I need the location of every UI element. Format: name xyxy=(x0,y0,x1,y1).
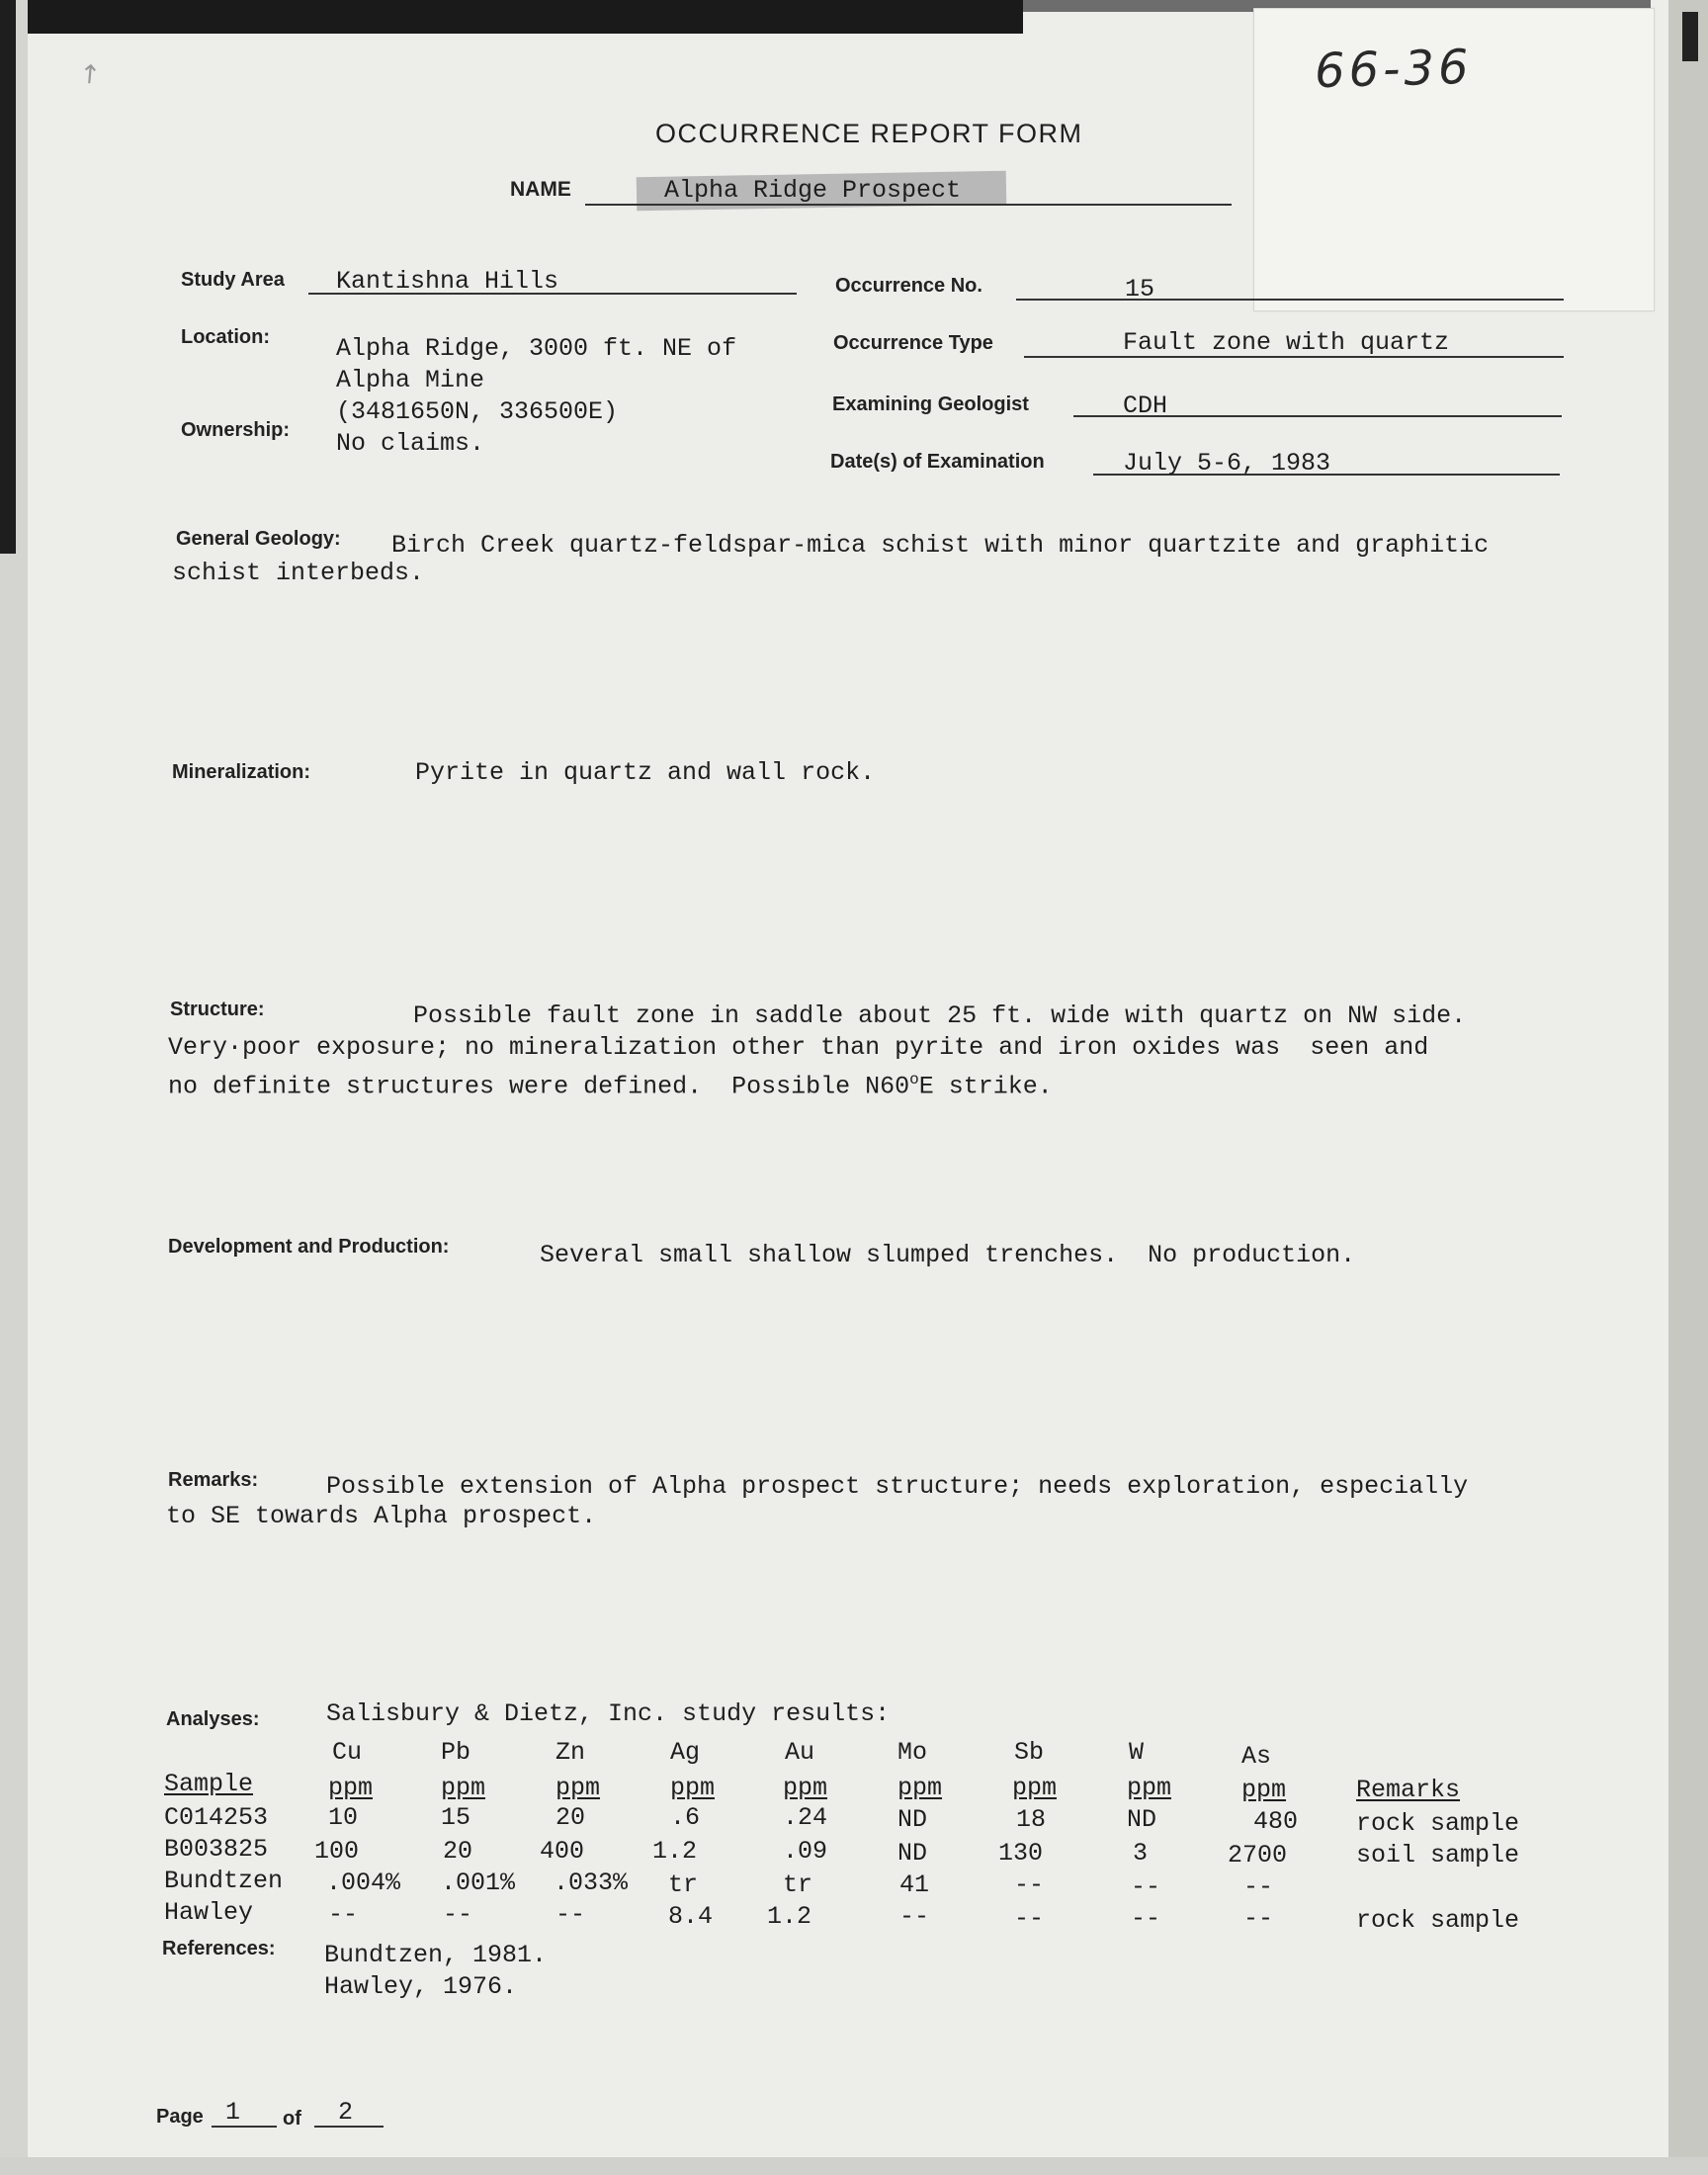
scan-edge-bottom xyxy=(0,2157,1708,2175)
location-label: Location: xyxy=(181,326,270,348)
row-2-mo: ND xyxy=(897,1839,928,1868)
element-header-au: Au xyxy=(785,1738,815,1767)
row-3-w: -- xyxy=(1131,1872,1161,1901)
references-label: References: xyxy=(162,1938,276,1959)
scan-edge-left-dark xyxy=(0,0,16,554)
element-header-w: W xyxy=(1129,1738,1145,1767)
row-3-cu: .004% xyxy=(326,1869,401,1897)
row-2-w: 3 xyxy=(1133,1839,1149,1868)
row-2-remark: soil sample xyxy=(1356,1841,1520,1870)
row-1-as: 480 xyxy=(1253,1807,1299,1836)
row-1-ag: .6 xyxy=(670,1803,701,1832)
structure-line-3b: E strike. xyxy=(918,1072,1053,1101)
row-3-as: -- xyxy=(1243,1872,1274,1901)
ownership-label: Ownership: xyxy=(181,419,291,441)
general-geology-line-2: schist interbeds. xyxy=(172,559,425,587)
row-3-zn: .033% xyxy=(554,1869,629,1897)
row-4-pb: -- xyxy=(443,1900,473,1929)
structure-line-1: Possible fault zone in saddle about 25 ft. wide with quartz on NW side. xyxy=(413,1001,1467,1030)
handwritten-reference: 66-36 xyxy=(1314,39,1474,100)
row-4-zn: -- xyxy=(555,1900,586,1929)
location-line-1: Alpha Ridge, 3000 ft. NE of xyxy=(336,334,737,363)
remarks-line-1: Possible extension of Alpha prospect structure; needs exploration, especially xyxy=(326,1472,1469,1501)
general-geology-label: General Geology: xyxy=(176,528,341,550)
unit-sb: ppm xyxy=(1012,1774,1058,1802)
occurrence-no-label: Occurrence No. xyxy=(835,275,982,297)
occurrence-no-underline xyxy=(1016,299,1564,301)
row-4-w: -- xyxy=(1131,1904,1161,1933)
development-label: Development and Production: xyxy=(168,1236,450,1258)
row-1-au: .24 xyxy=(783,1803,828,1832)
structure-line-3a: no definite structures were defined. Possible N60 xyxy=(168,1072,910,1101)
unit-pb: ppm xyxy=(441,1774,486,1802)
row-4-as: -- xyxy=(1243,1904,1274,1933)
page-value: 1 xyxy=(225,2098,241,2127)
unit-w: ppm xyxy=(1127,1774,1172,1802)
name-label: NAME xyxy=(510,178,571,201)
row-1-zn: 20 xyxy=(555,1803,586,1832)
element-header-pb: Pb xyxy=(441,1738,471,1767)
remarks-label: Remarks: xyxy=(168,1469,259,1491)
element-header-sb: Sb xyxy=(1014,1738,1045,1767)
occurrence-type-value: Fault zone with quartz xyxy=(1123,328,1450,357)
study-area-label: Study Area xyxy=(181,269,285,291)
structure-line-2: Very·poor exposure; no mineralization other than pyrite and iron oxides was seen and xyxy=(168,1033,1429,1062)
row-2-sb: 130 xyxy=(998,1839,1044,1868)
row-1-pb: 15 xyxy=(441,1803,471,1832)
row-2-sample: B003825 xyxy=(164,1835,269,1864)
analyses-intro: Salisbury & Dietz, Inc. study results: xyxy=(326,1699,891,1728)
row-4-cu: -- xyxy=(328,1900,359,1929)
pencil-mark: ↗ xyxy=(71,55,108,93)
row-1-w: ND xyxy=(1127,1805,1157,1834)
element-header-zn: Zn xyxy=(555,1738,586,1767)
row-2-zn: 400 xyxy=(540,1837,585,1866)
row-2-ag: 1.2 xyxy=(652,1837,698,1866)
unit-mo: ppm xyxy=(897,1774,943,1802)
study-area-value: Kantishna Hills xyxy=(336,267,559,296)
occurrence-no-value: 15 xyxy=(1125,275,1155,304)
form-title: OCCURRENCE REPORT FORM xyxy=(655,119,1083,148)
sample-header: Sample xyxy=(164,1770,254,1798)
mineralization-label: Mineralization: xyxy=(172,761,311,783)
row-1-sb: 18 xyxy=(1016,1805,1047,1834)
element-header-cu: Cu xyxy=(332,1738,363,1767)
general-geology-line-1: Birch Creek quartz-feldspar-mica schist with minor quartzite and graphitic xyxy=(391,531,1490,560)
structure-label: Structure: xyxy=(170,999,265,1020)
row-3-au: tr xyxy=(783,1870,813,1899)
element-header-ag: Ag xyxy=(670,1738,701,1767)
location-line-2: Alpha Mine xyxy=(336,366,485,394)
unit-ag: ppm xyxy=(670,1774,716,1802)
scan-edge-top xyxy=(0,0,1023,34)
row-4-sb: -- xyxy=(1014,1904,1045,1933)
row-3-ag: tr xyxy=(668,1870,699,1899)
examining-geologist-label: Examining Geologist xyxy=(832,393,1029,415)
examining-geologist-value: CDH xyxy=(1123,392,1168,420)
location-line-3: (3481650N, 336500E) xyxy=(336,397,619,426)
row-3-pb: .001% xyxy=(441,1869,516,1897)
element-header-mo: Mo xyxy=(897,1738,928,1767)
of-value: 2 xyxy=(338,2098,354,2127)
remarks-line-2: to SE towards Alpha prospect. xyxy=(166,1502,597,1530)
page-label: Page xyxy=(156,2106,204,2128)
unit-au: ppm xyxy=(783,1774,828,1802)
name-value: Alpha Ridge Prospect xyxy=(664,176,962,205)
analyses-label: Analyses: xyxy=(166,1708,260,1730)
row-1-remark: rock sample xyxy=(1356,1809,1520,1838)
row-4-mo: -- xyxy=(899,1902,930,1931)
scan-edge-right xyxy=(1668,0,1708,2175)
reference-2: Hawley, 1976. xyxy=(324,1972,518,2001)
ownership-value: No claims. xyxy=(336,429,485,458)
row-2-as: 2700 xyxy=(1228,1841,1288,1870)
row-3-sample: Bundtzen xyxy=(164,1867,284,1895)
remarks-header: Remarks xyxy=(1356,1776,1461,1804)
reference-1: Bundtzen, 1981. xyxy=(324,1941,548,1969)
development-text: Several small shallow slumped trenches. No production. xyxy=(540,1241,1356,1269)
row-3-sb: -- xyxy=(1014,1870,1045,1899)
row-1-mo: ND xyxy=(897,1805,928,1834)
occurrence-type-label: Occurrence Type xyxy=(833,332,993,354)
row-2-au: .09 xyxy=(783,1837,828,1866)
dates-value: July 5-6, 1983 xyxy=(1123,449,1331,478)
element-header-as: As xyxy=(1241,1742,1272,1771)
row-4-au: 1.2 xyxy=(767,1902,812,1931)
of-label: of xyxy=(283,2108,301,2130)
unit-cu: ppm xyxy=(328,1774,374,1802)
page-underline xyxy=(212,2126,277,2128)
row-2-pb: 20 xyxy=(443,1837,473,1866)
row-4-ag: 8.4 xyxy=(668,1902,714,1931)
row-3-mo: 41 xyxy=(899,1870,930,1899)
row-1-sample: C014253 xyxy=(164,1803,269,1832)
mineralization-text: Pyrite in quartz and wall rock. xyxy=(415,758,876,787)
row-2-cu: 100 xyxy=(314,1837,360,1866)
structure-line-3 xyxy=(168,1064,1053,1102)
unit-as: ppm xyxy=(1241,1776,1287,1804)
row-4-remark: rock sample xyxy=(1356,1906,1520,1935)
row-1-cu: 10 xyxy=(328,1803,359,1832)
unit-zn: ppm xyxy=(555,1774,601,1802)
scan-edge-right-dark xyxy=(1682,12,1698,61)
row-4-sample: Hawley xyxy=(164,1898,254,1927)
dates-label: Date(s) of Examination xyxy=(830,451,1045,473)
degree-symbol: o xyxy=(909,1071,919,1088)
